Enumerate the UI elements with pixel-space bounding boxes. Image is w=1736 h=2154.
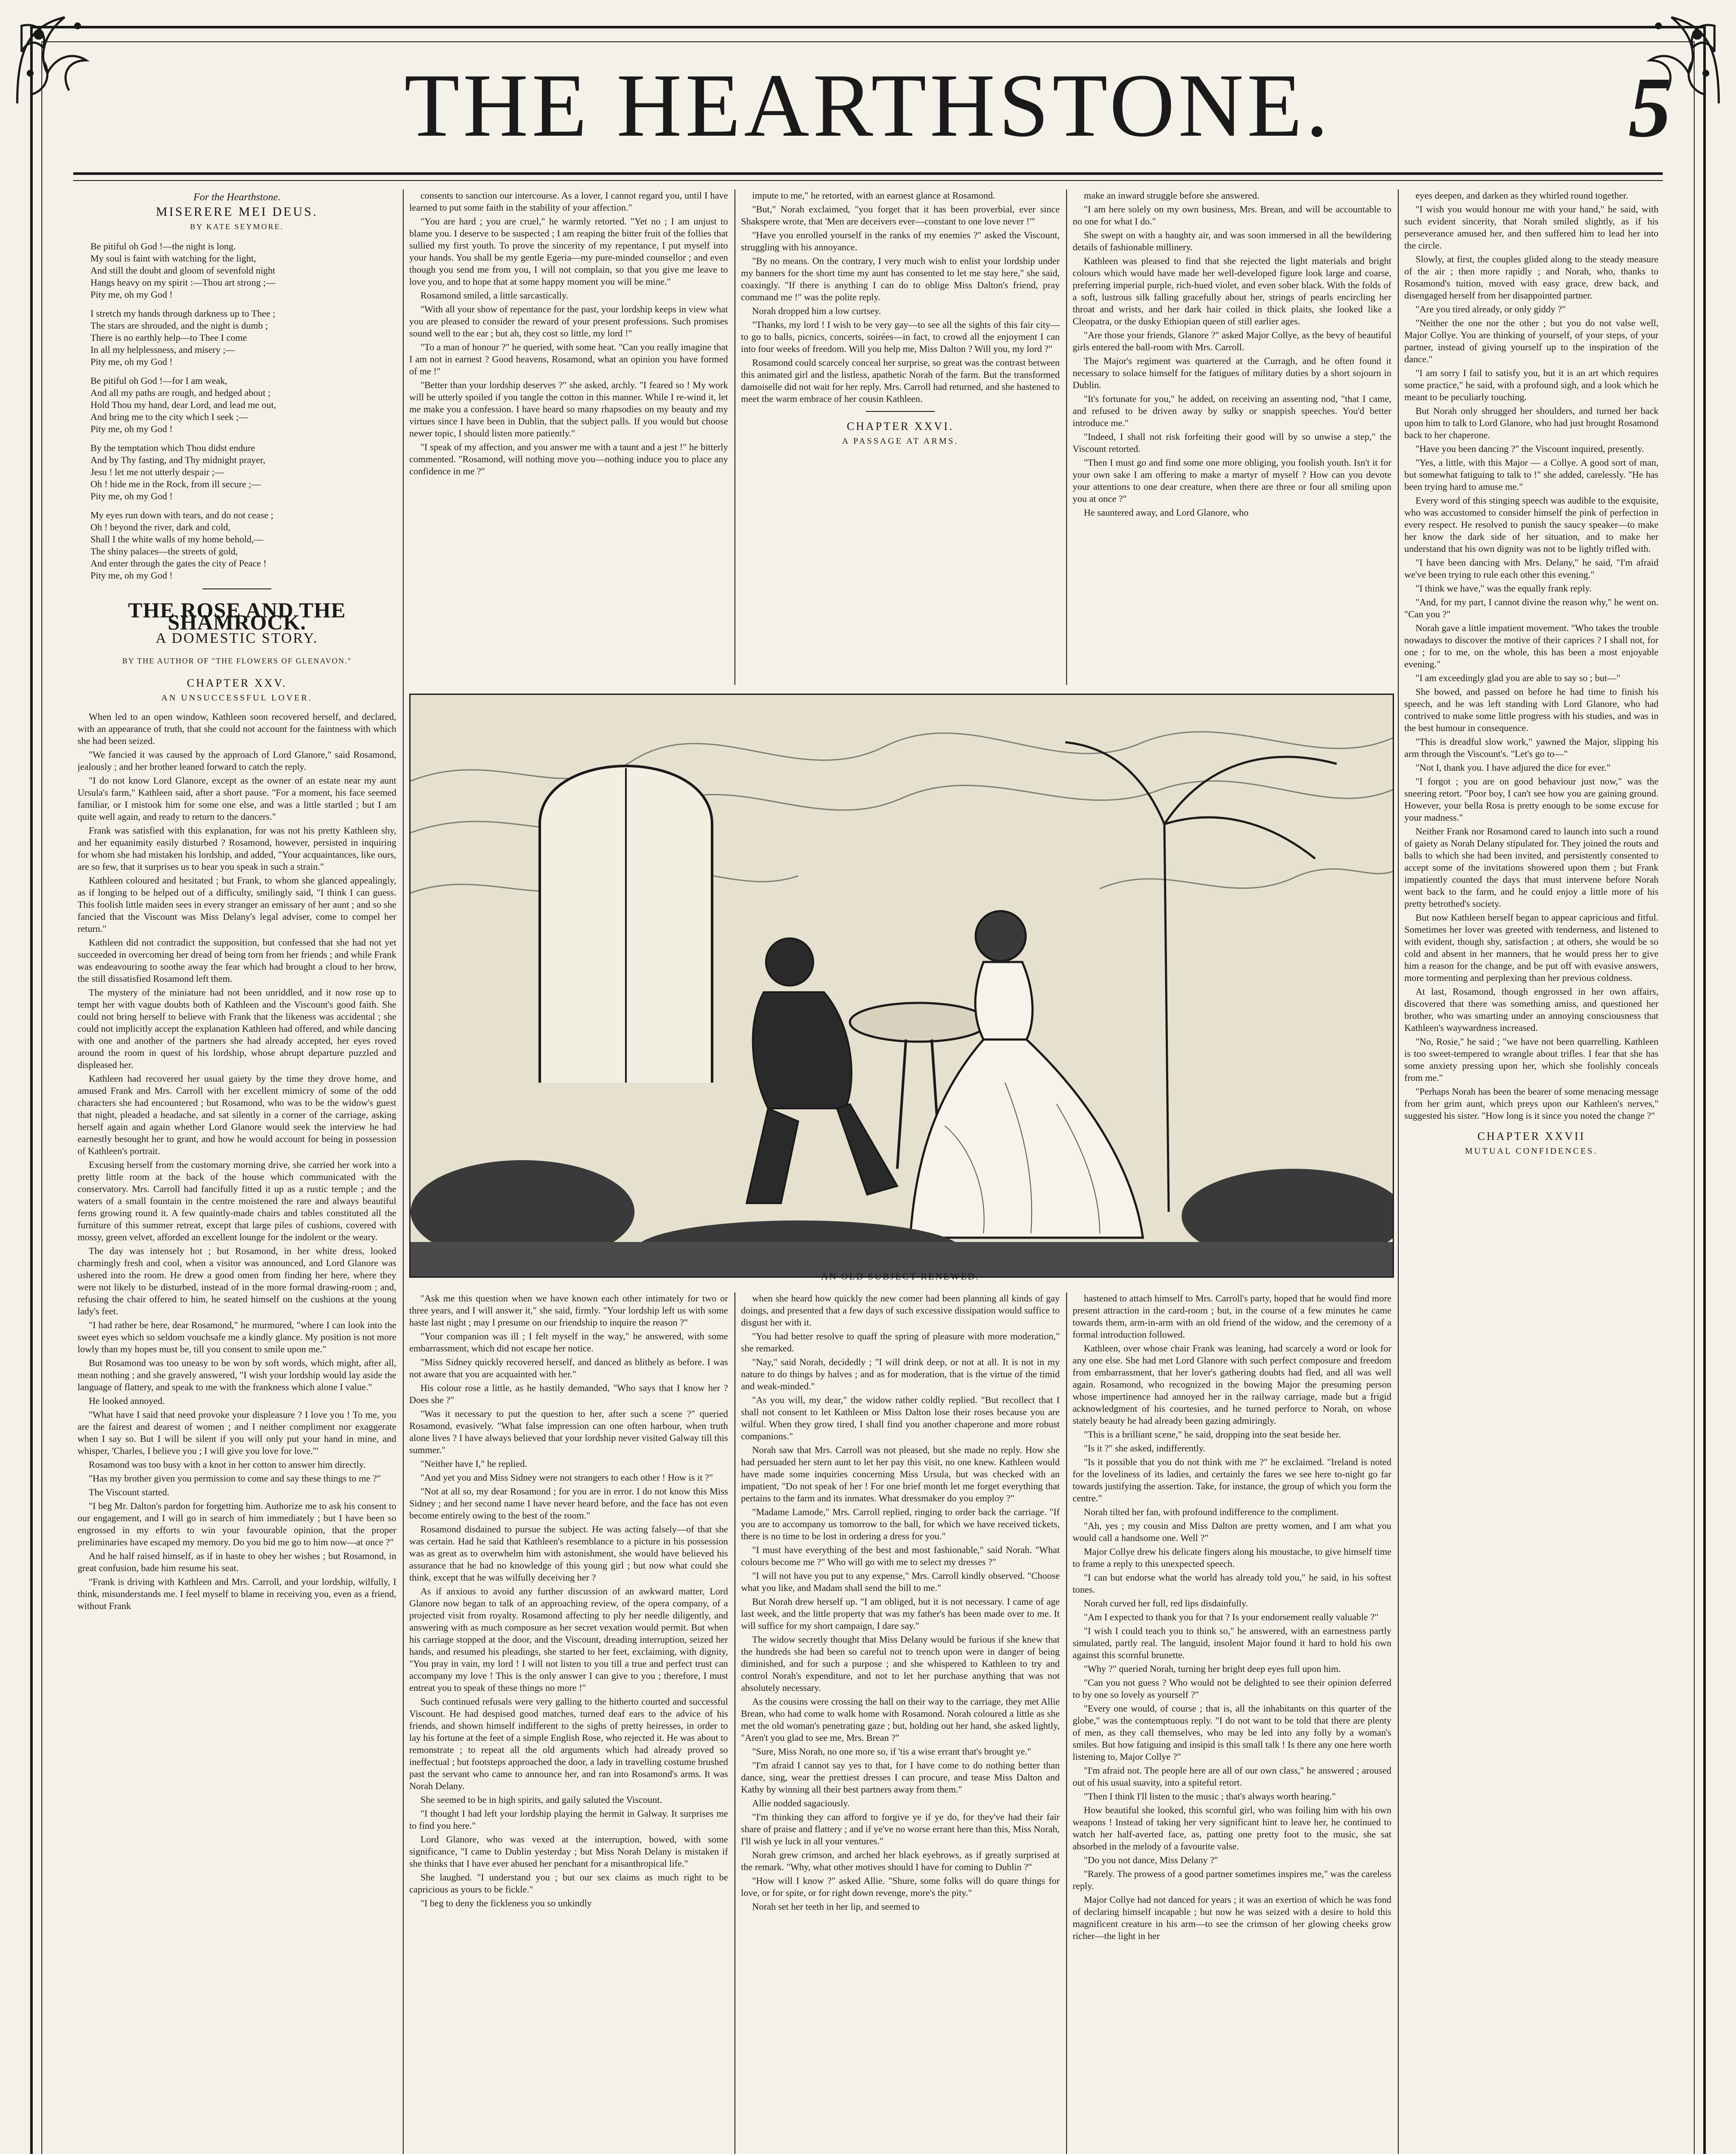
chapter-heading: CHAPTER XXVII [1477,1130,1586,1142]
paragraph: As if anxious to avoid any further discussion of an awkward matter, Lord Glanore now began to talk of an approaching review, of the opera company, of a projected visit from royalty. Rosamond affecting to ply her needle diligently, and answering with as much composure as her secret vexation would permit. But when his carriage stopped at the door, and the Viscount, dreading interruption, seized her hands, and resumed his pleadings, she started to her feet, exclaiming, with dignity, "You pray in vain, my lord ! I will not listen to you till a true and perfect trust can accompany my love ! This is the only answer I can give to you ; therefore, I must entreat you to speak of these things no more !" [409,1586,728,1693]
paragraph: "Then I must go and find some one more obliging, you foolish youth. Isn't it for your own sake I am offering to make a martyr of myself ? How can you devote your attentions to one dear creature, when there are three or four all smiling upon you at once ?" [1073,457,1391,504]
paragraph: "Better than your lordship deserves ?" she asked, archly. "I feared so ! My work will be utterly spoiled if you tangle the cotton in this manner. While I re-wind it, let me make you a confession. I have heard so many rhapsodies on my beauty and my virtues since I have been in Dublin, that the subject palls. If you would but choose newer topic, I should listen more patiently." [409,380,728,439]
paragraph: hastened to attach himself to Mrs. Carroll's party, hoped that he would find more present attraction in the card-room ; but, in the course of a few minutes he came towards them, arm-in-arm with an old friend of the widow, and the ceremony of a formal introduction followed. [1073,1293,1391,1340]
paragraph: "Ask me this question when we have known each other intimately for two or three years, and I will answer it," she said, firmly. "Your lordship left us with some haste last night ; may I presume on our friendship to inquire the reason ?" [409,1293,728,1328]
masthead-rule-thick [73,172,1663,175]
column-text [741,190,1060,405]
paragraph: Frank was satisfied with this explanation, for was not his pretty Kathleen shy, and her equanimity easily disturbed ? Rosamond, however, persisted in inquiring for whom she had mistaken his lordship, and added, "Your acquaintances, like ours, are so few, that it surprises us to hear you speak in such a strain." [78,825,396,872]
paragraph: "Is it ?" she asked, indifferently. [1084,1443,1205,1454]
paragraph: Excusing herself from the customary morning drive, she carried her work into a pretty little room at the back of the house which communicated with the conservatory. Mrs. Carroll had fancifully fitted it up as a rustic temple ; and the waters of a small fountain in the centre moistened the rare and always beautiful ferns growing round it. A few quaintly-made chairs and tables constituted all the furniture of this summer retreat, except that large piles of cushions, covered with mossy, green velvet, afforded an excellent lounge for the indolent or the weary. [78,1159,396,1242]
paragraph: "I wish I could teach you to think so," he answered, with an earnestness partly simulated, partly real. The languid, insolent Major found it hard to hold his own against this scornful brunette. [1073,1625,1391,1660]
paragraph: "Am I expected to thank you for that ? Is your endorsement really valuable ?" [1084,1612,1378,1622]
column-divider [1066,1292,1067,2154]
paragraph: Kathleen was pleased to find that she rejected the light materials and bright colours which would have made her well-developed figure look large and coarse, preferring imperial purple, rich-hued violet, and even sober black. With the folds of a soft, lustrous silk falling gracefully about her, strings of pearls encircling her throat and wrists, and her dark hair coiled in thick plaits, she looked like a Cleopatra, or the dusky Ethiopian queen of still earlier ages. [1073,255,1391,327]
paragraph: "It's fortunate for you," he added, on receiving an assenting nod, "that I came, and refused to be driven away by sulky or snappish speeches. You'd better introduce me." [1073,393,1391,428]
column-text [409,190,728,477]
paragraph: But Rosamond was too uneasy to be won by soft words, which might, after all, mean nothing ; and she gravely answered, "I wish your lordship would lay aside the language of flattery, and speak to me with the frankness which alone I value." [78,1357,396,1392]
paragraph: "Frank is driving with Kathleen and Mrs. Carroll, and your lordship, wilfully, I think, misunderstands me. I feel myself to blame in receiving you, even as a friend, without Frank [78,1576,396,1611]
poem-stanza: By the temptation which Thou didst endure And by Thy fasting, and Thy midnight prayer, Jesu ! let me not utterly despair ;— Oh ! hide me in the Rock, from ill secure ;— Pity me, oh my God ! [90,442,265,501]
paragraph: "I am sorry I fail to satisfy you, but it is an art which requires some practice," he said, with a profound sigh, and a look which he meant to be peculiarly touching. [1404,367,1658,402]
paragraph: "With all your show of repentance for the past, your lordship keeps in view what you are pleased to consider the reward of your present professions. Such promises sound well to the ear ; but ah, they cost so little, my lord !" [409,304,728,339]
paragraph: "You had better resolve to quaff the spring of pleasure with more moderation," she remarked. [741,1331,1060,1354]
paragraph: And he half raised himself, as if in haste to obey her wishes ; but Rosamond, in great confusion, bade him resume his seat. [78,1550,396,1573]
paragraph: impute to me," he retorted, with an earnest glance at Rosamond. [752,190,996,201]
masthead [99,52,1637,159]
column-text [1073,190,1391,519]
paragraph: Neither Frank nor Rosamond cared to launch into such a round of gaiety as Norah Delany stipulated for. They joined the routs and balls to which she had been invited, and persistently consented to accept some of the invitations showered upon them ; but Frank impatiently counted the days that must intervene before Norah went back to the farm, and he could enjoy a little more of his pretty betrothed's society. [1404,826,1658,909]
paragraph: "Do you not dance, Miss Delany ?" [1084,1855,1218,1865]
paragraph: "I wish you would honour me with your hand," he said, with such evident sincerity, that Norah smiled slightly, as if his perseverance amused her, and then suffered him to lead her into the circle. [1404,204,1658,251]
page-number: 5 [1628,60,1671,155]
paragraph: "I forgot ; you are on good behaviour just now," was the sneering retort. "Poor boy, I can't see how you are gaining ground. However, your bella Rosa is pretty enough to be some excuse for your madness." [1404,776,1658,823]
paragraph: Norah gave a little impatient movement. "Who takes the trouble nowadays to discover the motive of their caprices ? I shall not, for one ; for to me, on the whole, this has been a most enjoyable evening." [1404,623,1658,669]
paragraph: "Nay," said Norah, decidedly ; "I will drink deep, or not at all. It is not in my nature to do things by halves ; and as for moderation, that is the virtue of the timid and weak-minded." [741,1357,1060,1391]
paragraph: "I thought I had left your lordship playing the hermit in Galway. It surprises me to find you here." [409,1808,728,1831]
paragraph: "Yes, a little, with this Major — a Collye. A good sort of man, but somewhat fatiguing to talk to !" she added, carelessly. "He has been trying hard to amuse me." [1404,457,1658,492]
paragraph: "To a man of honour ?" he queried, with some heat. "Can you really imagine that I am not in earnest ? Good heavens, Rosamond, what an opinion you have formed of me !" [409,342,728,377]
column-4-top [1073,190,1391,685]
story-credit: BY THE AUTHOR OF "THE FLOWERS OF GLENAVON." [122,657,352,665]
paragraph: "I speak of my affection, and you answer me with a taunt and a jest !" he bitterly commented. "Rosamond, will nothing move you—nothing induce you to place any confidence in me ?" [409,442,728,476]
paragraph: But now Kathleen herself began to appear capricious and fitful. Sometimes her lover was greeted with tenderness, and listened to with evident, though shy, satisfaction ; at others, she would be so cold and absent in her manners, that he would press her to give him a reason for the change, and be put off with evasive answers, more tormenting and perplexing than her previous coldness. [1404,912,1658,983]
paragraph: consents to sanction our intercourse. As a lover, I cannot regard you, until I have learned to put some faith in the stability of your affection." [409,190,728,213]
column-1 [78,190,396,2154]
chapter-title: AN UNSUCCESSFUL LOVER. [161,693,313,703]
paragraph: "No, Rosie," he said ; "we have not been quarrelling. Kathleen is too sweet-tempered to wrangle about trifles. I fear that she has some anxiety pressing upon her, which she foolishly conceals from me." [1404,1036,1658,1083]
paragraph: Rosamond was too busy with a knot in her cotton to answer him directly. [89,1459,366,1470]
paragraph: "Why ?" queried Norah, turning her bright deep eyes full upon him. [1084,1663,1341,1674]
poem-stanza: Be pitiful oh God !—the night is long. My soul is faint with watching for the light, And still the doubt and gloom of sevenfold night Hangs heavy on my spirit :—Thou art strong ;— Pity me, oh my God ! [90,241,275,300]
paragraph: "This is a brilliant scene," he said, dropping into the seat beside her. [1084,1429,1341,1440]
column-text [741,1292,1060,1913]
paragraph: when she heard how quickly the new comer had been planning all kinds of gay doings, and presented that a few days of such excessive dissipation would suffice to disgust her with it. [741,1293,1060,1328]
paragraph: Slowly, at first, the couples glided along to the steady measure of the air ; then more rapidly ; and Norah, who, thanks to Rosamond's tuition, moved with easy grace, drew back, and disengaged herself from her disappointed partner. [1404,254,1658,301]
chapter-title: A PASSAGE AT ARMS. [842,436,959,446]
paragraph: She swept on with a haughty air, and was soon immersed in all the bewildering details of fashionable millinery. [1073,230,1391,252]
paragraph: "I beg to deny the fickleness you so unkindly [420,1898,592,1908]
poem-stanza: My eyes run down with tears, and do not cease ; Oh ! beyond the river, dark and cold, Shall I the white walls of my home behold,— The shiny palaces—the streets of gold, And enter through the gates the city of Peace ! Pity me, oh my God ! [90,510,274,581]
paragraph: "Has my brother given you permission to come and say these things to me ?" [89,1473,381,1484]
paragraph: "Every one would, of course ; that is, all the inhabitants on this quarter of the globe," was the contemptuous reply. "I do not want to be told that there are plenty of men, as they call themselves, who may be led into any folly by a woman's smiles. But how fatiguing and insipid is this small talk ! Is there any one here worth listening to, Major Collye ?" [1073,1703,1391,1762]
paragraph: Lord Glanore, who was vexed at the interruption, bowed, with some significance, "I came to Dublin yesterday ; but Miss Norah Delany is mistaken if she thinks that I have ever abused her penchant for a misanthropical life." [409,1834,728,1869]
paragraph: "And, for my part, I cannot divine the reason why," he went on. "Can you ?" [1404,597,1658,619]
column-4-bottom [1073,1292,1391,2154]
paragraph: Major Collye drew his delicate fingers along his moustache, to give himself time to frame a reply to this unexpected speech. [1073,1546,1391,1569]
paragraph: Major Collye had not danced for years ; it was an exertion of which he was fond of declaring himself incapable ; but now he was seized with a desire to hold this magnificent creature in his arm—to see the crimson of her glowing cheeks grow richer—the light in her [1073,1894,1391,1941]
column-2-bottom [409,1292,728,2154]
paragraph: "I beg Mr. Dalton's pardon for forgetting him. Authorize me to ask his consent to our engagement, and I will go in search of him immediately ; but I have been so engrossed in my efforts to win your favourable opinion, that the proper preliminaries have escaped my memory. Do you bid me go to him now—at once ?" [78,1500,396,1547]
paragraph: "And yet you and Miss Sidney were not strangers to each other ! How is it ?" [420,1472,713,1483]
paragraph: How beautiful she looked, this scornful girl, who was foiling him with his own weapons ! Instead of taking her very significant hint to leave her, he continued to watch her half-averted face, as, patting one pretty foot to the music, she sat absorbed in the melody of a favourite valse. [1073,1805,1391,1852]
paragraph: She bowed, and passed on before he had time to finish his speech, and he was left standing with Lord Glanore, who had contrived to make some little progress with his studies, and was in the best humour in consequence. [1404,686,1658,733]
paragraph: "How will I know ?" asked Allie. "Shure, some folks will do quare things for love, or for spite, or for right down revenge, more's the pity." [741,1875,1060,1898]
paragraph: "I do not know Lord Glanore, except as the owner of an estate near my aunt Ursula's farm," Kathleen said, after a short pause. "For a moment, his face seemed familiar, or I mistook him for some one else, and was a little startled ; but I am quite well again, and ready to return to the dancers." [78,775,396,822]
paragraph: Kathleen coloured and hesitated ; but Frank, to whom she glanced appealingly, as if longing to be helped out of a difficulty, smilingly said, "I think I can guess. This foolish little maiden sees in every stranger an emissary of her aunt ; and so she fancied that the Viscount was Miss Delany's legal adviser, come to compel her return." [78,875,396,934]
paragraph: Kathleen did not contradict the supposition, but confessed that she had not yet succeeded in overcoming her dread of being torn from her friends ; and while Frank was endeavouring to soothe away the fear which had brought a cloud to her brow, the still dissatisfied Rosamond left them. [78,937,396,984]
poem-source: For the Hearthstone. [193,192,280,203]
paragraph: "Can you not guess ? Who would not be delighted to see their opinion deferred to by one so lovely as yourself ?" [1073,1677,1391,1700]
paragraph: "Indeed, I shall not risk forfeiting their good will by so unwise a step," the Viscount retorted. [1073,431,1391,454]
paragraph: "By no means. On the contrary, I very much wish to enlist your lordship under my banners for the short time my aunt has consented to let me stay here," she said, coaxingly. "If there is anything I can do to oblige Miss Dalton's friend, pray command me !" was the polite reply. [741,255,1060,302]
paragraph: Rosamond smiled, a little sarcastically. [420,290,569,301]
column-text [1404,190,1658,1122]
paragraph: "Are you tired already, or only giddy ?" [1416,304,1566,314]
paragraph: She laughed. "I understand you ; but our sex claims as much right to be capricious as yours to be fickle." [409,1872,728,1895]
paragraph: "I had rather be here, dear Rosamond," he murmured, "where I can look into the sweet eyes which so seldom vouchsafe me a kindly glance. My position is not more lowly than my hopes must be, till you consent to smile upon me." [78,1320,396,1354]
column-3-bottom [741,1292,1060,2154]
paragraph: The Major's regiment was quartered at the Curragh, and he often found it necessary to solace himself for the fatigues of military duties by a short sojourn in Dublin. [1073,355,1391,390]
paragraph: "Neither the one nor the other ; but you do not valse well, Major Collye. You are thinking of yourself, of your steps, of your partner, instead of giving yourself up to the inspiration of the dance." [1404,317,1658,364]
column-divider [1066,190,1067,685]
paragraph: "Your companion was ill ; I felt myself in the way," he answered, with some embarrassment, which did not escape her notice. [409,1331,728,1354]
paragraph: "We fancied it was caused by the approach of Lord Glanore," said Rosamond, jealously ; and her brother leaned forward to catch the reply. [78,749,396,772]
paragraph: "Sure, Miss Norah, no one more so, if 'tis a wise errant that's brought ye." [752,1746,1031,1757]
paragraph: Every word of this stinging speech was audible to the exquisite, who was accustomed to consider himself the pink of perfection in every respect. He resolved to punish the saucy speaker—to make her know the dark side of her situation, and to make her understand that his own dignity was not to be lightly trifled with. [1404,495,1658,554]
paragraph: "Neither have I," he replied. [420,1458,527,1469]
paragraph: "Have you enrolled yourself in the ranks of my enemies ?" asked the Viscount, struggling with his annoyance. [741,230,1060,252]
column-text [409,1292,728,1909]
paragraph: "I'm thinking they can afford to forgive ye if ye do, for they've had their fair share of praise and flattery ; and if ye've no worse errant here than this, Miss Norah, I'll wish ye luck in all your ventures." [741,1812,1060,1846]
paragraph: His colour rose a little, as he hastily demanded, "Who says that I know her ? Does she ?" [409,1382,728,1405]
paragraph: He looked annoyed. [89,1395,165,1406]
paragraph: The Viscount started. [89,1487,170,1497]
paragraph: "I'm afraid I cannot say yes to that, for I have come to do nothing better than dance, sing, wear the prettiest dresses I can procure, and tease Miss Dalton and Kathy by winning all their best partners away from them." [741,1760,1060,1795]
poem-stanza: Be pitiful oh God !—for I am weak, And all my paths are rough, and hedged about ; Hold Thou my hand, dear Lord, and lead me out, And bring me to the city which I seek ;— Pity me, oh my God ! [90,375,276,434]
paragraph: But Norah only shrugged her shoulders, and turned her back upon him to talk to Lord Glanore, who had just brought Rosamond back to her chaperone. [1404,405,1658,440]
newspaper-title: THE HEARTHSTONE. [404,56,1332,156]
paragraph: "What have I said that need provoke your displeasure ? I love you ! To me, you are the fairest and dearest of women ; and I neither compliment nor exaggerate when I say so. But I will be silent if you will only put your hand in mine, and whisper, 'Charles, I believe you ; I will give you love for love.'" [78,1409,396,1456]
paragraph: "I can but endorse what the world has already told you," he said, in his softest tones. [1073,1572,1391,1595]
paragraph: "Not at all so, my dear Rosamond ; for you are in error. I do not know this Miss Sidney ; and her second name I have never heard before, and the face has not even become entirely owing to the best of the room." [409,1486,728,1521]
paragraph: make an inward struggle before she answered. [1084,190,1260,201]
column-divider [734,190,735,685]
paragraph: Norah dropped him a low curtsey. [752,305,881,316]
paragraph: "Miss Sidney quickly recovered herself, and danced as blithely as before. I was not aware that you are acquainted with her." [409,1357,728,1379]
paragraph: "I must have everything of the best and most fashionable," said Norah. "What colours become me ?" Who will go with me to select my dresses ?" [741,1544,1060,1567]
paragraph: He sauntered away, and Lord Glanore, who [1084,507,1249,518]
paragraph: "But," Norah exclaimed, "you forget that it has been proverbial, ever since Shakspere wrote, that 'Men are deceivers ever—constant to one love never !'" [741,204,1060,227]
paragraph: "You are hard ; you are cruel," he warmly retorted. "Yet no ; I am unjust to blame you. I deserve to be suspected ; I am reaping the bitter fruit of the follies that sullied my first youth. To prove the sincerity of my repentance, I put myself into your hands. You shall be my gentle Egeria—my pure-minded counsellor ; and even though you send me from you, I will not complain, so that you give me leave to love you, and to hope that at some happy moment you will be mine." [409,216,728,287]
paragraph: The mystery of the miniature had not been unriddled, and it now rose up to tempt her with vague doubts both of Kathleen and the Viscount's good faith. She could not bring herself to believe with Frank that the likeness was accidental ; she could not implicitly accept the explanation Kathleen had offered, and while dancing with one and another of the partners she had already accepted, her eyes roved around the room in quest of his lordship, whose abrupt departure puzzled and displeased her. [78,987,396,1070]
paragraph: "Not I, thank you. I have adjured the dice for ever." [1416,762,1611,773]
column-2-top [409,190,728,685]
story-title: THE ROSE AND THE SHAMROCK. [128,598,346,634]
ornament-corner-top-left [13,9,112,108]
paragraph: The widow secretly thought that Miss Delany would be furious if she knew that the hundreds she had been so careful not to trench upon were in danger of being diminished, and for such a purpose ; and she whispered to Kathleen to try and control Norah's expenditure, and not to let her purchase anything that was not absolutely necessary. [741,1634,1060,1693]
paragraph: "I will not have you put to any expense," Mrs. Carroll kindly observed. "Choose what you like, and Madam shall send the bill to me." [741,1570,1060,1593]
paragraph: "As you will, my dear," the widow rather coldly replied. "But recollect that I shall not consent to let Kathleen or Miss Dalton lose their roses because you are wilful. When they grow tired, I shall find you another chaperone and more robust companions." [741,1394,1060,1441]
paragraph: Norah curved her full, red lips disdainfully. [1084,1598,1248,1609]
paragraph: The day was intensely hot ; but Rosamond, in her white dress, looked charmingly fresh and cool, when a visitor was announced, and Lord Glanore was ushered into the room. He drew a good omen from finding her here, where they were not likely to be disturbed, instead of in the more formal drawing-room ; and, refusing the chair offered to him, he seated himself on the cushions at the young lady's feet. [78,1245,396,1317]
poem-title: MISERERE MEI DEUS. [156,205,318,219]
column-divider [1398,190,1399,2154]
masthead-rule-thin [73,180,1663,181]
column-text [78,711,396,1612]
column-3-top [741,190,1060,685]
paragraph: When led to an open window, Kathleen soon recovered herself, and declared, with an appearance of truth, that she could not account for the faintness with which she had been seized. [78,711,396,746]
paragraph: Norah tilted her fan, with profound indifference to the compliment. [1084,1507,1339,1517]
column-divider [734,1292,735,2154]
poem-byline: BY KATE SEYMORE. [190,222,284,231]
poem-stanza: I stretch my hands through darkness up to Thee ; The stars are shrouded, and the night is dumb ; There is no earthly help—to Thee I come In all my helplessness, and misery ;— Pity me, oh my God ! [90,308,276,367]
section-rule [202,588,271,589]
paragraph: As the cousins were crossing the hall on their way to the carriage, they met Allie Brean, who had come to walk home with Rosamond. Norah coloured a little as she met the old woman's penetrating gaze ; but, holding out her hand, she asked lightly, "Aren't you glad to see me, Mrs. Brean ?" [741,1696,1060,1743]
chapter-heading: CHAPTER XXVI. [846,420,954,433]
paragraph: Such continued refusals were very galling to the hitherto courted and successful Viscount. He had despised good matches, turned deaf ears to the advice of his friends, and shown himself indifferent to the sighs of pretty heiresses, in order to lay his fortune at the feet of a simple English Rose, who rejected it. He was about to remonstrate ; to repeat all the old arguments which had already proved so ineffectual ; but footsteps approached the door, a lady in travelling costume brushed past the servant who came to announce her, and ran into Rosamond's arms. It was Norah Delany. [409,1696,728,1791]
column-divider [403,190,404,2154]
paragraph: "Is it possible that you do not think with me ?" he exclaimed. "Ireland is noted for the loveliness of its ladies, and certainly the fares we see here to-night go far towards justifying the assertion. Take, for instance, the group of which you form the centre." [1073,1457,1391,1503]
paragraph: "This is dreadful slow work," yawned the Major, slipping his arm through the Viscount's. "Let's go to—" [1404,736,1658,759]
paragraph: "Thanks, my lord ! I wish to be very gay—to see all the sights of this fair city—to go to balls, picnics, concerts, soirées—in fact, to crowd all the enjoyment I can into four weeks of freedom. Will you help me, Miss Dalton ? Will you, my lord ?" [741,319,1060,354]
paragraph: Norah grew crimson, and arched her black eyebrows, as if greatly surprised at the remark. "Why, what other motives should I have for coming to Dublin ?" [741,1849,1060,1872]
paragraph: "Ah, yes ; my cousin and Miss Dalton are pretty women, and I am what you would call a handsome one. Well ?" [1073,1520,1391,1543]
paragraph: "Was it necessary to put the question to her, after such a scene ?" queried Rosamond, evasively. "What false impression can one often harbour, when truth alone lives ? I have always believed that your lordship never visited Galway till this summer." [409,1408,728,1455]
column-text [1073,1292,1391,1942]
paragraph: eyes deepen, and darken as they whirled round together. [1416,190,1628,201]
paragraph: "Madame Lamode," Mrs. Carroll replied, ringing to order back the carriage. "If you are to accompany us tomorrow to the ball, for which we have received tickets, there is no time to be lost in ordering a dress for you." [741,1507,1060,1541]
paragraph: But Norah drew herself up. "I am obliged, but it is not necessary. I came of age last week, and the little property that was my father's has been made over to me. It will suffice for my short campaign, I dare say." [741,1596,1060,1631]
column-5 [1404,190,1658,2154]
paragraph: Kathleen had recovered her usual gaiety by the time they drove home, and amused Frank and Mrs. Carroll with her excellent mimicry of some of the odd characters she had encountered ; but Rosamond, who was to be the widow's guest that night, pleaded a headache, and sat silently in a corner of the carriage, asking herself again and again whether Lord Glanore would seek the interview he had earnestly besought her to grant, and how he would account for being in possession of Kathleen's portrait. [78,1073,396,1156]
paragraph: Rosamond could scarcely conceal her surprise, so great was the contrast between this animated girl and the listless, apathetic Norah of the farm. But the transformed damoiselle did not wait for her reply. Mrs. Carroll had returned, and she hastened to meet the warm embrace of her cousin Kathleen. [741,357,1060,404]
paragraph: Norah saw that Mrs. Carroll was not pleased, but she made no reply. How she had persuaded her stern aunt to let her pay this visit, no one knew. Kathleen would have made some inquiries concerning Miss Ursula, but was checked with an impatient, "Do not speak of her ! For one brief month let me forget everything that pertains to the farm and its inmates. What dressmaker do you employ ?" [741,1444,1060,1503]
paragraph: "I am exceedingly glad you are able to say so ; but—" [1416,672,1621,683]
chapter-title: MUTUAL CONFIDENCES. [1465,1146,1598,1156]
paragraph: "Rarely. The prowess of a good partner sometimes inspires me," was the careless reply. [1073,1868,1391,1891]
paragraph: "I think we have," was the equally frank reply. [1416,583,1592,594]
paragraph: "I am here solely on my own business, Mrs. Brean, and will be accountable to no one for what I do." [1073,204,1391,227]
chapter-heading: CHAPTER XXV. [187,677,287,689]
paragraph: She seemed to be in high spirits, and gaily saluted the Viscount. [420,1794,663,1805]
paragraph: Kathleen, over whose chair Frank was leaning, had scarcely a word or look for any one else. She had met Lord Glanore with such perfect composure and freedom from embarrassment, that her lover's gathering doubts had fled, and all was well again. Rosamond, who recognized in the bowing Major the presuming person whose impertinence had annoyed her in the railway carriage, made but a frigid acknowledgment of his courtesies, and he turned perforce to Norah, on whose stately beauty he had already been gazing admiringly. [1073,1343,1391,1426]
section-rule [866,411,935,412]
paragraph: "Have you been dancing ?" the Viscount inquired, presently. [1416,443,1644,454]
paragraph: "Then I think I'll listen to the music ; that's always worth hearing." [1084,1791,1336,1802]
paragraph: "Are those your friends, Glanore ?" asked Major Collye, as the bevy of beautiful girls entered the ball-room with Mrs. Carroll. [1073,330,1391,352]
illustration-caption: AN OLD SUBJECT RENEWED. [821,1271,980,1282]
story-subtitle: A DOMESTIC STORY. [156,630,318,646]
engraving-illustration [409,694,1394,1278]
paragraph: Allie nodded sagaciously. [752,1798,850,1808]
paragraph: Norah set her teeth in her lip, and seemed to [752,1901,920,1912]
paragraph: At last, Rosamond, though engrossed in her own affairs, discovered that there was something amiss, and questioned her brother, who was smarting under an annoying consciousness that Kathleen's waywardness increased. [1404,986,1658,1033]
paragraph: Rosamond disdained to pursue the subject. He was acting falsely—of that she was certain. Had he said that Kathleen's resemblance to a picture in his possession was as great as to overwhelm him with astonishment, she would have believed his assurance that he had no knowledge of this young girl ; but now what could she think, except that he was wilfully deceiving her ? [409,1524,728,1583]
engraving-picture [411,695,1393,1276]
paragraph: "I'm afraid not. The people here are all of our own class," he answered ; aroused out of his usual suavity, into a spiteful retort. [1073,1765,1391,1788]
paragraph: "I have been dancing with Mrs. Delany," he said, "I'm afraid we've been trying to rule each other this evening." [1404,557,1658,580]
paragraph: "Perhaps Norah has been the bearer of some menacing message from her grim aunt, which preys upon our Kathleen's nerves," suggested his sister. "How long is it since you noted the change ?" [1404,1086,1658,1121]
